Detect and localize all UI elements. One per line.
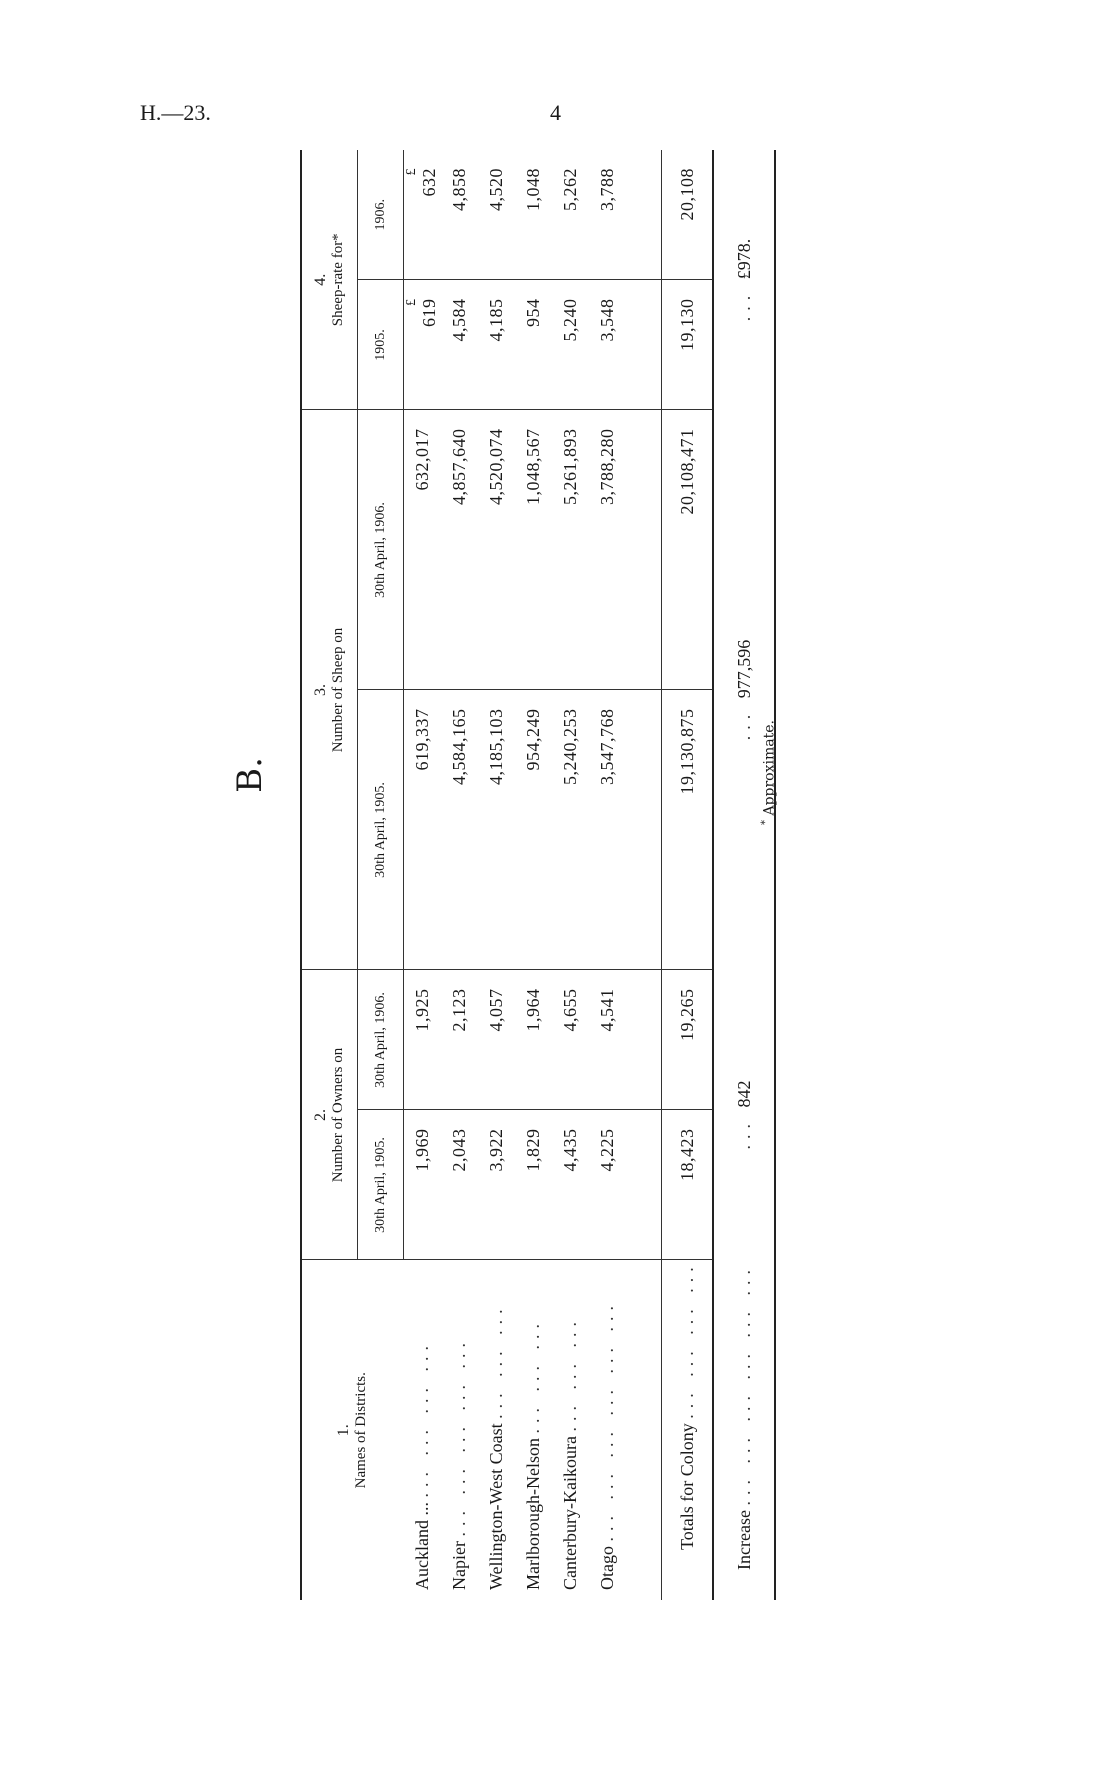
totals-sheep-1905: 19,130,875 [662, 690, 714, 970]
owners-1906-cell: 4,541 [589, 970, 626, 1110]
sheep-1905-cell: 954,249 [515, 690, 552, 970]
table-row [589, 150, 626, 1600]
sheep-returns-table [300, 150, 776, 1600]
sheep-1906-cell: 4,520,074 [478, 410, 515, 690]
table-row [478, 150, 515, 1600]
sheep-1906-cell: 4,857,640 [441, 410, 478, 690]
district-name: Otago ... ... ... ... ... ... [597, 1300, 617, 1590]
totals-rate-1906: 20,108 [662, 150, 714, 280]
sheep-1905-cell: 3,547,768 [589, 690, 626, 970]
increase-row [713, 150, 775, 1600]
table-row [404, 150, 442, 1600]
increase-rate: ... £978. [713, 150, 775, 410]
document-reference: H.—23. [140, 100, 211, 125]
sheep-1905-cell: 619,337 [404, 690, 442, 970]
sheep-returns-table-rotated [300, 150, 840, 1600]
owners-1905-header: 30th April, 1905. [358, 1110, 404, 1260]
rate-1906-header: 1906. [358, 150, 404, 280]
rate-1905-cell: 5,240 [552, 280, 589, 410]
sheep-1906-header: 30th April, 1906. [358, 410, 404, 690]
table-row [441, 150, 478, 1600]
district-name: Wellington-West Coast ... ... ... [486, 1303, 506, 1590]
col3-label: Number of Sheep on [330, 627, 346, 753]
rate-1906-cell: £ 632 [404, 150, 442, 280]
col-owners-header [301, 970, 358, 1260]
rate-1905-cell: 954 [515, 280, 552, 410]
owners-1906-cell: 4,057 [478, 970, 515, 1110]
increase-sheep: ... 977,596 [713, 410, 775, 970]
rate-1906-cell: 4,858 [441, 150, 478, 280]
rate-1905-cell: £ 619 [404, 280, 442, 410]
totals-owners-1905: 18,423 [662, 1110, 714, 1260]
totals-label: Totals for Colony ... ... ... ... [662, 1260, 714, 1600]
rate-1906-cell: 1,048 [515, 150, 552, 280]
owners-1905-cell: 1,969 [404, 1110, 442, 1260]
rate-1905-cell: 4,185 [478, 280, 515, 410]
rate-1905-cell: 3,548 [589, 280, 626, 410]
col1-label: Names of Districts. [353, 1372, 370, 1489]
rate-1906-cell: 4,520 [478, 150, 515, 280]
col-rate-header [301, 150, 358, 410]
owners-1906-cell: 1,964 [515, 970, 552, 1110]
sheep-1906-cell: 5,261,893 [552, 410, 589, 690]
sheep-1905-cell: 4,584,165 [441, 690, 478, 970]
sheep-1905-header: 30th April, 1905. [358, 690, 404, 970]
owners-1905-cell: 3,922 [478, 1110, 515, 1260]
increase-label: Increase ... ... ... ... ... ... [713, 1260, 775, 1600]
sheep-1905-cell: 4,185,103 [478, 690, 515, 970]
col2-label: Number of Owners on [330, 1047, 346, 1183]
col1-number: 1. [335, 1424, 353, 1437]
page-number: 4 [550, 100, 561, 125]
currency-symbol: £ [404, 168, 419, 176]
currency-symbol: £ [404, 298, 419, 306]
col2-number: 2. [312, 1109, 329, 1121]
footnote [760, 720, 778, 825]
sheep-1905-cell: 5,240,253 [552, 690, 589, 970]
totals-row [662, 150, 714, 1600]
district-name: Canterbury-Kaikoura ... ... ... [560, 1316, 580, 1590]
owners-1906-cell: 4,655 [552, 970, 589, 1110]
footnote-marker: * [760, 820, 771, 825]
totals-rate-1905: 19,130 [662, 280, 714, 410]
owners-1906-cell: 1,925 [404, 970, 442, 1110]
owners-1906-cell: 2,123 [441, 970, 478, 1110]
owners-1905-cell: 4,435 [552, 1110, 589, 1260]
increase-owners: ... 842 [713, 970, 775, 1260]
sheep-1906-cell: 632,017 [404, 410, 442, 690]
district-name: Marlborough-Nelson ... ... ... [523, 1318, 543, 1590]
rate-1906-cell: 5,262 [552, 150, 589, 280]
col-districts-header [301, 1260, 404, 1600]
rate-1906-cell: 3,788 [589, 150, 626, 280]
col4-label: Sheep-rate for* [330, 233, 346, 327]
district-name: Napier ... ... ... ... ... [449, 1337, 469, 1590]
col-sheep-header [301, 410, 358, 970]
col4-number: 4. [312, 273, 329, 286]
table-row [515, 150, 552, 1600]
sheep-1906-cell: 3,788,280 [589, 410, 626, 690]
section-mark: B. [229, 757, 270, 793]
table-row [552, 150, 589, 1600]
district-name: Auckland ... ... ... ... ... [411, 1340, 432, 1590]
rate-1905-header: 1905. [358, 280, 404, 410]
totals-owners-1906: 19,265 [662, 970, 714, 1110]
sheep-1906-cell: 1,048,567 [515, 410, 552, 690]
totals-sheep-1906: 20,108,471 [662, 410, 714, 690]
footnote-text: Approximate. [761, 720, 778, 816]
owners-1905-cell: 2,043 [441, 1110, 478, 1260]
rate-1905-cell: 4,584 [441, 280, 478, 410]
col3-number: 3. [312, 684, 329, 696]
owners-1906-header: 30th April, 1906. [358, 970, 404, 1110]
owners-1905-cell: 1,829 [515, 1110, 552, 1260]
owners-1905-cell: 4,225 [589, 1110, 626, 1260]
